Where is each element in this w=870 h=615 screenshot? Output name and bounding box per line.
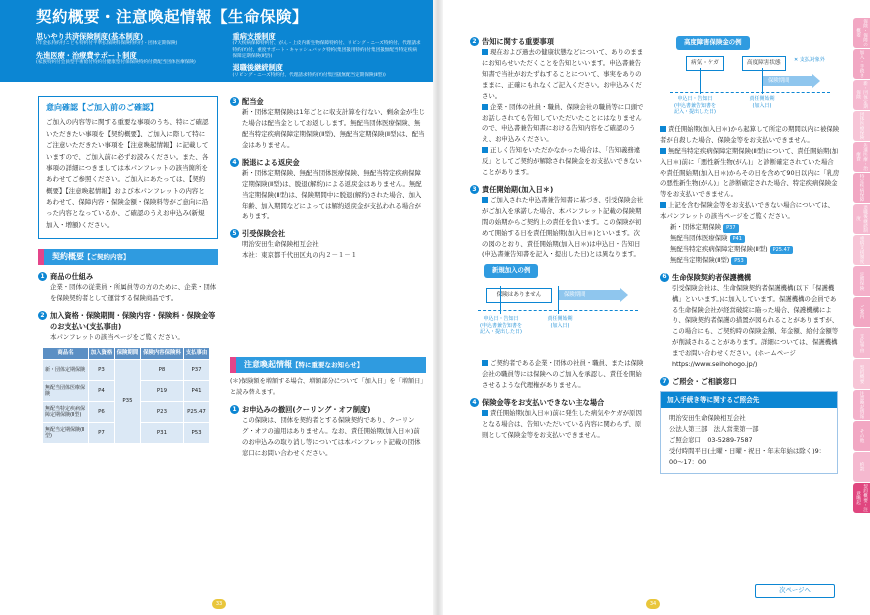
caution-sub: 【特に重要なお知らせ】 (292, 361, 364, 370)
diagram-label: 申込日・告知日 (申込書兼告知書を 記入・提出した日) (674, 96, 716, 115)
square-bullet-icon (660, 148, 666, 154)
section-body: 新・団体定期保険、無配当団体医療保険、無配当特定疾病保障定期保険(Ⅱ型)は、脱退(解約)による返戻金はありません。無配当定期保険(Ⅱ型)は、保険期間中に脱退(解約)された場合、加入年齢、加入期間などによっては解約返戻金が支払われる場合があります。 (242, 168, 422, 221)
section-title: 引受保険会社 (242, 229, 286, 239)
section-heading (230, 404, 426, 415)
section-body (660, 124, 840, 266)
section-title: 加入資格・保険期間・保険内容・保険料・保険金等のお支払い(支払事由) (50, 311, 216, 332)
section-title: 責任開始期(加入日＊) (482, 184, 554, 194)
number-badge: 5 (230, 229, 239, 238)
intent-confirmation-text: ご加入の内容等に関する重要な事項のうち、特にご確認いただきたい事項を【契約概要】、ご加入に際して特にご注意いただきたい事項を【注意喚起情報】に記載していますので、ご加入前に必ずお読みください。また、各事項の詳細につきましては本パンフレットの該当箇所をあわせてご参照ください。ご加入にあたっては、【契約概要】【注意喚起情報】および本パンフレットの内容とあわせて、保障内容・保険金額・保険料等がご意向に沿った内容となっているか、ご確認のうえお申込み(新規加入・増額)ください。 (46, 118, 209, 229)
list-item (660, 200, 840, 222)
plan-subtitle: (家族特約付会員型手術給付特約付健康型付保保険特約付費配当団体医療保険) (36, 60, 196, 66)
page-reference (670, 244, 840, 255)
section-title: お申込みの撤回(クーリング・オフ制度) (242, 405, 371, 415)
contact-phone: ご照会窓口 03-5289-7587 (669, 436, 753, 445)
index-tab[interactable]: 加入・手続き (853, 49, 870, 79)
reference-label: 無配当定期保険(Ⅱ型) (670, 255, 730, 264)
square-bullet-icon (482, 360, 488, 366)
page-number-left: 33 (212, 599, 226, 609)
contact-box (660, 391, 838, 474)
list-item (482, 145, 645, 178)
index-tab[interactable]: 定期保険 (853, 266, 870, 296)
table-cell: 無配当定期保険(Ⅱ型) (43, 423, 89, 444)
marker-line (558, 286, 559, 314)
list-item-text: 責任開始期(加入日＊)前に発生した病気やケガが原因となる場合は、告知いただいている内容に関わらず、原則として保険金等をお支払いできません。 (482, 409, 642, 439)
table-cell: P23 (140, 402, 183, 423)
page-reference (670, 255, 840, 266)
caution-intro: (＊)保険額を増額する場合、増額部分について「加入日」を「増額日」と読み替えます。 (230, 378, 424, 396)
number-badge: 6 (660, 273, 669, 282)
page-title: 契約概要・注意喚起情報【生命保険】 (36, 8, 309, 26)
table-cell: P3 (89, 360, 115, 381)
index-tab[interactable]: 新・団体定期保険 (853, 80, 870, 110)
diagram-arrow: 保険期間 (762, 76, 812, 86)
table-cell: 無配当団体医療保険 (43, 381, 89, 402)
plan-title: 退職後継続制度 (232, 62, 283, 72)
list-item-text: 無配当特定疾病保障定期保険(Ⅱ型)について、責任開始期(加入日＊)前に「悪性新生物(がん)」と診断確定されていた場合や責任開始期(加入日＊)からその日を含めて90日以内に「乳房の悪性新生物(がん)」と診断確定された場合、特定疾病保険金等をお支払いできません。 (660, 146, 840, 199)
table-cell: P8 (140, 360, 183, 381)
section-body: この保険は、団体を契約者とする保険契約であり、クーリング・オフの適用はありません。なお、責任開始期(加入日＊)前のお申込みの取り消し等については本パンフレット記載の団体窓口にお問い合わせください。 (242, 416, 421, 458)
right-column-1 (470, 36, 645, 441)
page-gutter (433, 0, 443, 615)
index-tab[interactable]: 約款 (853, 452, 870, 482)
plan-title: 思いやり共済保険制度(基本制度) (36, 31, 144, 41)
caution-banner (230, 357, 426, 373)
number-badge: 4 (230, 158, 239, 167)
coverage-table (42, 347, 210, 444)
index-tab[interactable]: 特定疾病保障 (853, 173, 870, 203)
next-page-button[interactable]: 次ページへ (755, 584, 835, 598)
diagram-label: 責任開始期 (加入日) (547, 316, 573, 329)
table-cell: P31 (140, 423, 183, 444)
left-column (38, 96, 218, 444)
diagram-box: 病気・ケガ (686, 56, 724, 71)
square-bullet-icon (482, 147, 488, 153)
table-cell: P37 (184, 360, 210, 381)
square-bullet-icon (660, 202, 666, 208)
index-tab[interactable]: 契約概要 (853, 359, 870, 389)
table-cell: 新・団体定期保険 (43, 360, 89, 381)
number-badge: 3 (230, 97, 239, 106)
table-header: 保険期間 (114, 348, 140, 360)
index-tabs (853, 18, 870, 514)
contact-hours: 受付時間平日(土曜・日曜・祝日・年末年始は除く)9：00～17：00 (669, 446, 826, 466)
section-title: 生命保険契約者保護機構 (672, 272, 752, 282)
page-pill[interactable]: P25.47 (770, 246, 793, 255)
page-pill[interactable]: P53 (731, 257, 746, 266)
list-item (660, 124, 840, 146)
number-badge: 2 (470, 37, 479, 46)
table-cell: P41 (184, 381, 210, 402)
square-bullet-icon (482, 104, 488, 110)
list-item (482, 47, 645, 101)
section-title: 保険金等をお支払いできない主な場合 (482, 398, 605, 408)
section-heading (660, 272, 840, 283)
new-enrollment-diagram (470, 264, 640, 354)
table-cell: P25.47 (184, 402, 210, 423)
table-row (43, 360, 210, 381)
middle-column (230, 96, 426, 459)
number-badge: 7 (660, 377, 669, 386)
index-tab[interactable]: 契約概要・注意喚起 (853, 483, 870, 513)
list-item-text: 現在および過去の健康状態などについて、ありのままにお知らせいただくことを告知といいます。申込書兼告知書で当社がおたずねすることについて、事実をありのままに、正確にもれなくご記入ください。お申込みください。 (482, 48, 644, 100)
number-badge: 3 (470, 185, 479, 194)
section-body (470, 47, 645, 178)
diagram-label: 責任開始期 (加入日) (749, 96, 775, 109)
section-title: ご照会・ご相談窓口 (672, 376, 737, 386)
contact-body (661, 408, 837, 472)
section-heading (470, 184, 645, 195)
table-cell: P4 (89, 381, 115, 402)
diagram-arrow: 保険期間 (558, 290, 620, 300)
section-title: 告知に関する重要事項 (482, 37, 554, 46)
list-item (660, 146, 840, 200)
square-bullet-icon (482, 49, 488, 55)
marker-line (700, 68, 701, 94)
number-badge: 2 (38, 311, 47, 320)
section-body: 新・団体定期保険は1年ごとに収支計算を行ない、剰余金が生じた場合は配当金としてお返しします。無配当団体医療保険、無配当特定疾病保障定期保険(Ⅱ型)、無配当定期保険(Ⅱ型)は、配当金はありません。 (242, 108, 426, 149)
section-heading (470, 36, 645, 47)
header-left-col (36, 32, 225, 82)
section-heading (660, 376, 840, 387)
table-header: 保険内容保険料 (140, 348, 183, 360)
section-body (470, 195, 645, 260)
table-header: 商品名 (43, 348, 89, 360)
table-cell: 無配当特定疾病保障定期保険(Ⅱ型) (43, 402, 89, 423)
table-cell: P19 (140, 381, 183, 402)
index-tab[interactable]: 退職後継続制度 (853, 204, 870, 234)
section-body (470, 408, 645, 441)
diagram-label: 申込日・告知日 (申込書兼告知書を 記入・提出した日) (480, 316, 522, 336)
table-cell: P35 (114, 360, 140, 444)
diagram-box: 高度障害状態 (742, 56, 786, 71)
timeline-line (670, 92, 830, 93)
plan-title: 重病支援制度 (232, 31, 276, 41)
index-tab[interactable]: 先進医療・治療費 (853, 142, 870, 172)
table-header: 加入資格 (89, 348, 115, 360)
list-item-text: ご加入された申込書兼告知書に基づき、引受保険会社がご加入を承諾した場合、本パンフレット記載の保険期間の始期からご契約上の責任を負います。この保険が初めて開始する日を責任開始期(加入日＊)といいます。次の図のとおり、責任開始期(加入日＊)は申込日・告知日(申込書兼告知書を記入・提出した日)とは異なります。 (482, 196, 644, 259)
plan-subtitle: (7大疾病保障特約付、がん・上皮内新生物保障特約付、リビング・ニーズ特約付、代理請求特約(Y)付、重度サポート・キャッシュバック特約(集団扱用特約)付集団扱無配当特定疾病保障定期保険(Ⅱ型)) (232, 41, 421, 59)
header-right-col (233, 32, 422, 82)
marker-line (500, 286, 501, 314)
caution-title: 注意喚起情報 (244, 360, 292, 370)
section-body: 引受保険会社は、生命保険契約者保護機構(以下「保護機構」といいます。)に加入しています。保護機構の会員である生命保険会社が経営破綻に陥った場合、保護機構により、保険契約者保護の措置が図られることがありますが、この場合にも、ご契約時の保険金額、年金額、給付金額等が削減されることがあります。詳細については、保護機構までお問い合わせください。(ホームページ https://www.seihohogo.jp/) (672, 283, 839, 368)
page-reference (670, 233, 840, 244)
square-bullet-icon (482, 197, 488, 203)
diagram-title: 高度障害保険金の例 (676, 36, 750, 50)
diagram-title: 新規加入の例 (484, 264, 538, 278)
intent-confirmation-box (38, 96, 218, 239)
section-heading (230, 157, 426, 168)
section-heading (470, 397, 645, 408)
plan-title: 先進医療・治療費サポート制度 (36, 50, 137, 60)
section-title: 配当金 (242, 97, 264, 106)
list-item-text: ご契約者である企業・団体の社員・職員、または保険会社の職員等には保険へのご加入を承認し、責任を開始させるような代理権がありません。 (482, 359, 644, 390)
index-tab[interactable]: 重病支援制度 (853, 235, 870, 265)
intent-confirmation-title: 意向確認【ご加入前のご確認】 (46, 103, 158, 112)
contact-line: 明治安田生命保険相互会社 (669, 414, 746, 423)
page-pill[interactable]: P37 (723, 224, 738, 233)
contract-overview-banner (38, 249, 218, 265)
section-body (230, 239, 426, 261)
table-cell: P7 (89, 423, 115, 444)
section-heading (230, 96, 426, 107)
company-address: 本社：東京都千代田区丸の内２－１－１ (242, 251, 358, 260)
contact-line: 公法人第三部 法人営業第一部 (669, 425, 759, 434)
section-heading (38, 310, 218, 332)
contract-overview-sub: 【ご契約内容】 (84, 253, 130, 262)
page-pill[interactable]: P41 (730, 235, 745, 244)
index-tab[interactable]: その他 (853, 421, 870, 451)
number-badge: 4 (470, 398, 479, 407)
list-item-text: 正しく告知をいただかなかった場合は、「告知義務違反」としてご契約が解除され保険金をお支払いできないことがあります。 (482, 146, 642, 176)
diagram-box: 保険はありません (486, 288, 552, 303)
index-tab[interactable]: ご案内 (853, 297, 870, 327)
index-tab[interactable]: 保険・保障の概要 (853, 18, 870, 48)
diagram-label: ✕ 支払対象外 (794, 57, 825, 63)
table-cell: P6 (89, 402, 115, 423)
page-reference-list (660, 222, 840, 266)
plan-subtitle: (年金払特約付こども特約付平準払保険料保険特約付・団体定期保険) (36, 41, 178, 47)
section-title: 商品の仕組み (50, 272, 94, 282)
reference-label: 無配当特定疾病保障定期保険(Ⅱ型) (670, 244, 768, 253)
list-item (482, 102, 645, 146)
page-header (0, 0, 433, 82)
table-cell: P53 (184, 423, 210, 444)
reference-label: 新・団体定期保険 (670, 223, 722, 232)
marker-line (762, 68, 763, 94)
section-title: 脱退による返戻金 (242, 157, 300, 167)
list-item-text: 企業・団体の社員・職員、保険会社の職員等に口頭でお話しされても告知していただいたことにはなりませんので、申込書兼告知書における告知内容をご確認のうえ、お申込みください。 (482, 102, 644, 144)
page-number-right: 34 (646, 599, 660, 609)
section-heading (230, 228, 426, 239)
number-badge: 1 (38, 272, 47, 281)
company-name: 明治安田生命保険相互会社 (242, 240, 319, 249)
section-body: 企業・団体の従業員・所属員等の方のために、企業・団体を保険契約者として運営する保険商品です。 (50, 283, 217, 303)
plan-subtitle: (リビング・ニーズ特約付、代理請求特約(Y)付集団扱無配当定期保険(Ⅱ型)) (232, 72, 386, 78)
disability-benefit-diagram (660, 36, 830, 120)
table-header: 支払事由 (184, 348, 210, 360)
number-badge: 1 (230, 405, 239, 414)
square-bullet-icon (482, 410, 488, 416)
contact-header: 加入手続き等に関するご照会先 (661, 392, 837, 408)
section-body: 本パンフレットの該当ページをご覧ください。 (50, 333, 184, 342)
reference-label: 無配当団体医療保険 (670, 233, 728, 242)
right-column-2 (660, 36, 840, 474)
index-tab[interactable]: 支払事由 (853, 328, 870, 358)
section-body (470, 358, 645, 391)
section-heading (38, 271, 218, 282)
list-item-text: 責任開始期(加入日＊)から起算して所定の期間以内に被保険者が自殺した場合、保険金等をお支払いできません。 (660, 125, 840, 144)
page-reference (670, 222, 840, 233)
index-tab[interactable]: 団体医療保険 (853, 111, 870, 141)
square-bullet-icon (660, 126, 666, 132)
index-tab[interactable]: 注意喚起情報 (853, 390, 870, 420)
list-item-text: 上記を含む保険金等をお支払いできない場合については、本パンフレットの該当ページをご覧ください。 (660, 201, 835, 221)
contract-overview-title: 契約概要 (52, 251, 84, 261)
